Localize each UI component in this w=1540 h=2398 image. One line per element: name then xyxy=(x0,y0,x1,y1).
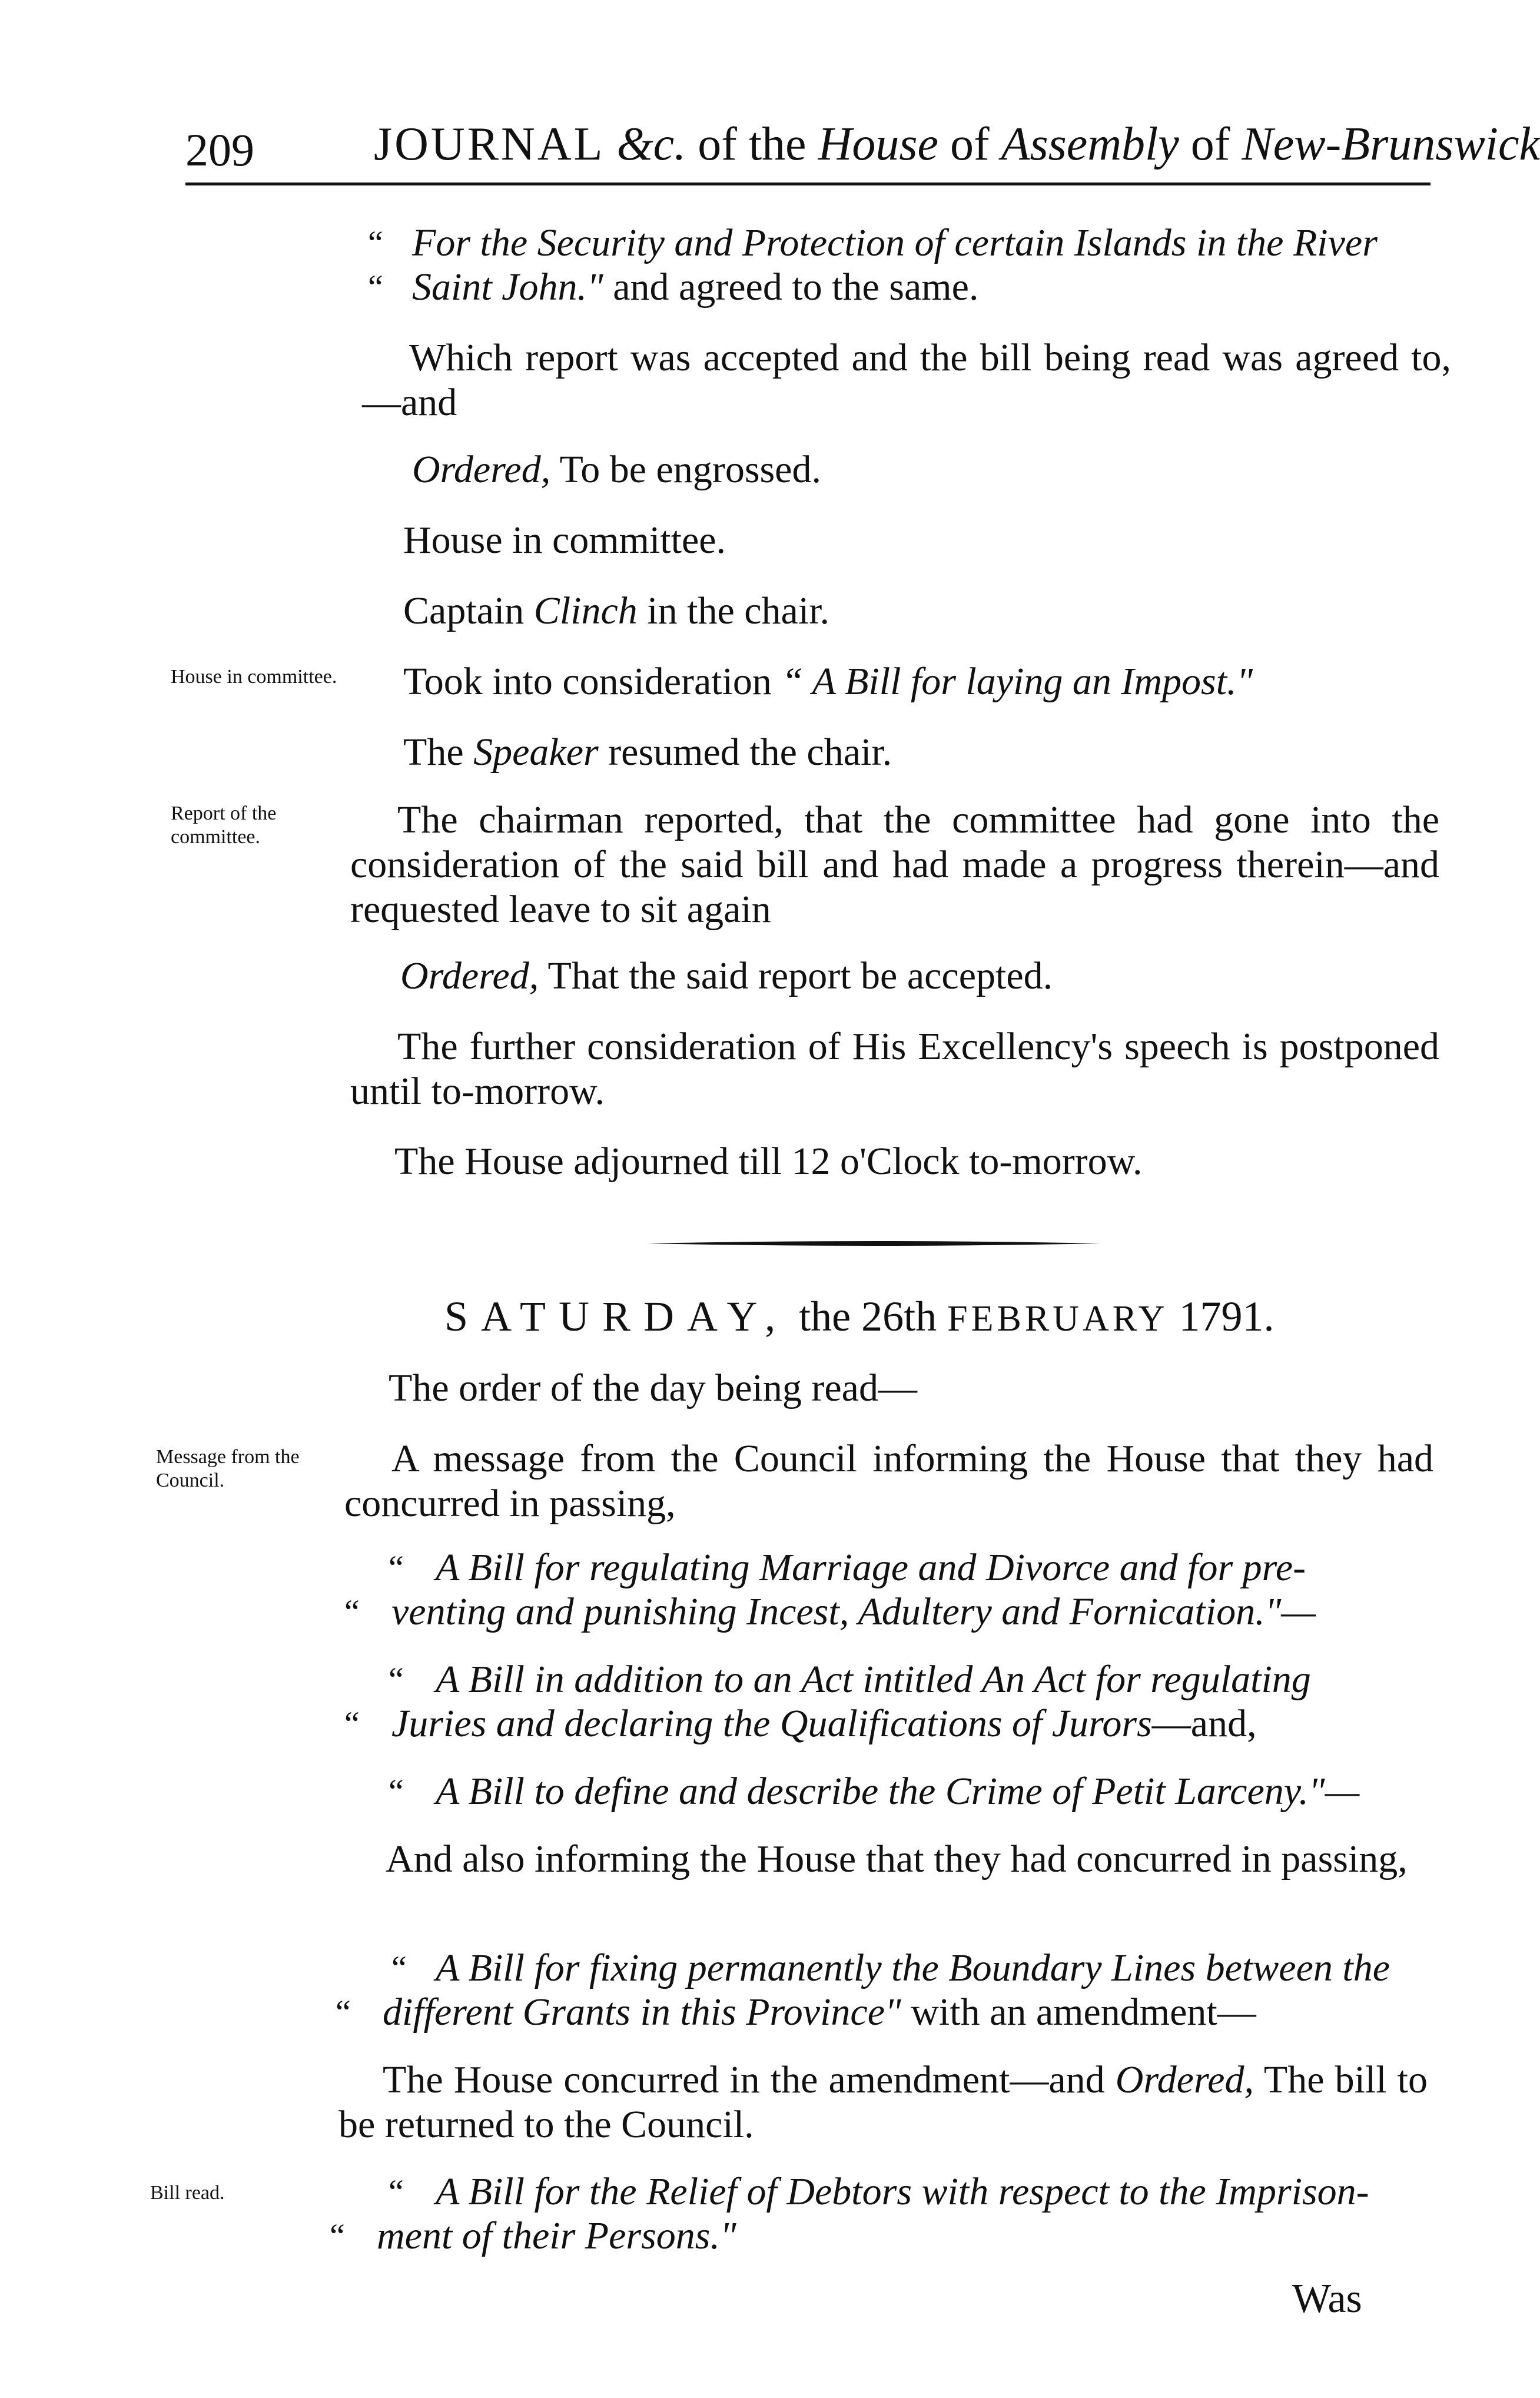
margin-note-house-in-committee: House in committee. xyxy=(171,666,337,688)
paragraph-also-informing: And also informing the House that they had concurred in passing, xyxy=(386,1838,1408,1880)
quote-mark: “ xyxy=(330,2217,345,2255)
captain-in-chair: Captain Clinch in the chair. xyxy=(403,589,830,632)
paragraph-house-concurred: The House concurred in the amendment—and Ordered, The bill to be returned to the Council. xyxy=(338,2058,1428,2146)
quote-mark: “ xyxy=(389,1772,404,1810)
section-divider-rule xyxy=(648,1240,1101,1247)
house-adjourned: The House adjourned till 12 o'Clock to-morrow. xyxy=(394,1140,1143,1183)
quote-mark: “ xyxy=(389,1548,404,1587)
paragraph-message-council: A message from the Council informing the House that they had concurred in passing, xyxy=(344,1437,1433,1525)
running-header xyxy=(185,118,1540,185)
bill-juries-line2: Juries and declaring the Qualifications of Jurors—and, xyxy=(391,1702,1257,1745)
bill-boundary-line2: different Grants in this Province" with an amendment— xyxy=(383,1991,1256,2034)
paragraph-report-accepted: Which report was accepted and the bill being read was agreed to,—and xyxy=(362,336,1451,424)
bill-marriage-line2: venting and punishing Incest, Adultery and Fornication."— xyxy=(391,1590,1316,1633)
bill-debtors-line2: ment of their Persons." xyxy=(377,2214,736,2257)
catchword: Was xyxy=(1292,2276,1362,2321)
quote-mark: “ xyxy=(344,1593,360,1631)
quote-mark: “ xyxy=(344,1704,360,1743)
running-title: JOURNAL &c. of the House of Assembly of New-Brunswick xyxy=(374,118,1540,170)
quote-mark: “ xyxy=(389,1660,404,1699)
bill-marriage-line1: A Bill for regulating Marriage and Divorce and for pre- xyxy=(436,1546,1306,1589)
paragraph-further-consideration: The further consideration of His Excellency's speech is postponed until to-morrow. xyxy=(350,1025,1439,1113)
margin-note-report-of-committee: Report of the committee. xyxy=(171,802,277,848)
order-of-day: The order of the day being read— xyxy=(389,1367,917,1409)
paragraph-chairman-reported: The chairman reported, that the committee had gone into the consideration of the said bill and had made a progress therein—and requested leave to sit again xyxy=(350,798,1439,931)
took-into-consideration: Took into consideration “ A Bill for laying an Impost." xyxy=(403,660,1253,703)
margin-note-message-from-council: Message from the Council. xyxy=(156,1446,300,1491)
quote-mark: “ xyxy=(391,1949,407,1987)
bill-title-line: For the Security and Protection of certain Islands in the River xyxy=(412,221,1378,264)
bill-debtors-line1: A Bill for the Relief of Debtors with respect to the Imprison- xyxy=(436,2170,1369,2213)
quote-mark: “ xyxy=(368,224,383,262)
house-in-committee: House in committee. xyxy=(403,519,726,562)
date-heading: SATURDAY, the 26th FEBRUARY 1791. xyxy=(444,1293,1275,1340)
margin-note-bill-read: Bill read. xyxy=(150,2182,225,2204)
quote-mark: “ xyxy=(368,268,383,306)
ordered-engrossed: Ordered, To be engrossed. xyxy=(412,448,821,491)
quote-mark: “ xyxy=(336,1993,351,2031)
bill-petit-larceny: A Bill to define and describe the Crime of Petit Larceny."— xyxy=(436,1770,1360,1813)
speaker-resumed: The Speaker resumed the chair. xyxy=(403,731,892,774)
bill-title-line: Saint John." and agreed to the same. xyxy=(412,266,979,309)
bill-boundary-line1: A Bill for fixing permanently the Boundary Lines between the xyxy=(436,1946,1390,1989)
quote-mark: “ xyxy=(389,2173,404,2211)
bill-juries-line1: A Bill in addition to an Act intitled An Act for regulating xyxy=(436,1658,1311,1701)
page-number: 209 xyxy=(185,124,254,175)
ordered-report-accepted: Ordered, That the said report be accepted. xyxy=(400,954,1053,997)
